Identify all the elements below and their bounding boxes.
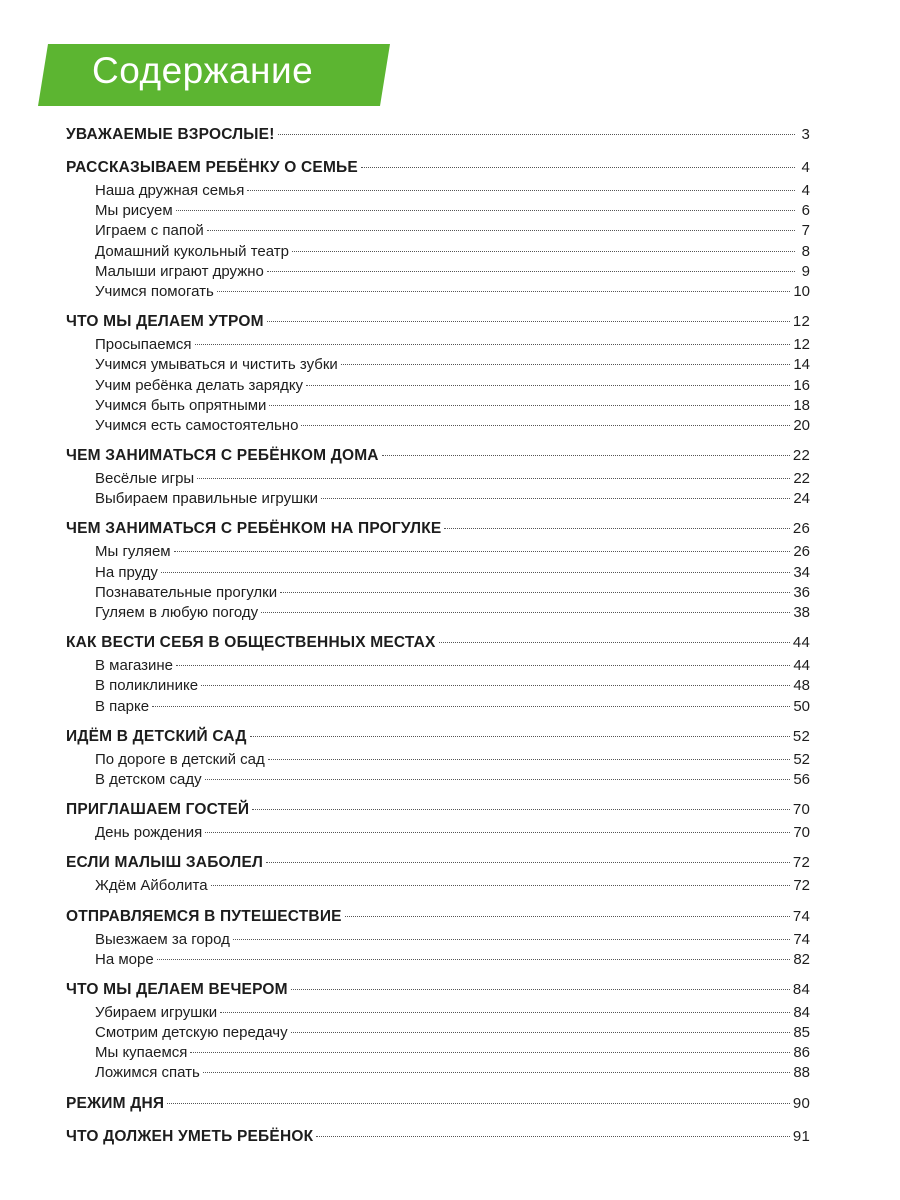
toc-entry-title: Убираем игрушки — [95, 1003, 218, 1021]
page-number: 4 — [801, 182, 810, 199]
page-number: 82 — [793, 950, 810, 968]
toc-section-row[interactable] — [66, 629, 810, 656]
toc-entry-title: В детском саду — [95, 770, 202, 788]
page-number: 70 — [793, 824, 810, 842]
page-number: 52 — [792, 727, 810, 745]
toc-entry-row[interactable] — [66, 396, 810, 416]
toc-entry-title: Учимся быть опрятными — [95, 396, 267, 414]
page-number: 72 — [793, 877, 810, 895]
page-number: 9 — [801, 262, 810, 280]
page-number: 72 — [792, 854, 810, 872]
toc-section — [66, 976, 810, 1084]
page-number: 50 — [793, 697, 810, 715]
page-number: 85 — [793, 1024, 810, 1042]
page-number: 84 — [792, 980, 810, 998]
dot-leader — [261, 612, 790, 613]
toc-section-row[interactable] — [66, 121, 810, 148]
toc-entry-row[interactable] — [66, 416, 810, 436]
toc-section-title: ИДЁМ В ДЕТСКИЙ САД — [66, 727, 247, 745]
dot-leader — [211, 885, 791, 886]
page-number: 44 — [792, 634, 810, 652]
dot-leader — [205, 779, 791, 780]
toc-entry-row[interactable] — [66, 656, 810, 676]
dot-leader — [444, 528, 789, 529]
page-number: 48 — [793, 677, 810, 695]
dot-leader — [316, 1136, 790, 1137]
toc-section-row[interactable] — [66, 723, 810, 750]
dot-leader — [267, 271, 795, 272]
toc-entry-title: Малыши играют дружно — [95, 262, 264, 280]
toc-section-title: КАК ВЕСТИ СЕБЯ В ОБЩЕСТВЕННЫХ МЕСТАХ — [66, 634, 436, 652]
dot-leader — [250, 736, 790, 737]
dot-leader — [321, 498, 790, 499]
toc-section — [66, 515, 810, 623]
dot-leader — [190, 1052, 790, 1053]
toc-entry-title: На море — [95, 950, 154, 968]
dot-leader — [291, 989, 790, 990]
page-number: 74 — [793, 930, 810, 948]
toc-entry-title: Познавательные прогулки — [95, 583, 278, 601]
dot-leader — [176, 665, 790, 666]
toc-section-title: ЕСЛИ МАЛЫШ ЗАБОЛЕЛ — [66, 854, 264, 872]
toc-section-row[interactable] — [66, 308, 810, 335]
toc-section-row[interactable] — [66, 1090, 810, 1117]
toc-section — [66, 796, 810, 843]
dot-leader — [161, 572, 790, 573]
dot-leader — [176, 210, 795, 211]
page-number: 36 — [793, 583, 810, 601]
toc-entry-row[interactable] — [66, 469, 810, 489]
dot-leader — [217, 291, 791, 292]
dot-leader — [207, 230, 795, 231]
toc-entry-title: В магазине — [95, 657, 174, 675]
toc-entry-row[interactable] — [66, 750, 810, 770]
toc-entry-title: Весёлые игры — [95, 470, 195, 488]
toc-entry-row[interactable] — [66, 181, 810, 201]
toc-entry-row[interactable] — [66, 335, 810, 355]
dot-leader — [152, 706, 790, 707]
toc-entry-row[interactable] — [66, 583, 810, 603]
toc-entry-title: Ложимся спать — [95, 1064, 200, 1082]
toc-entry-row[interactable] — [66, 1023, 810, 1043]
page-number: 22 — [793, 470, 810, 488]
toc-entry-title: Учим ребёнка делать зарядку — [95, 376, 304, 394]
toc-entry-title: Наша дружная семья — [95, 182, 245, 199]
page-number: 86 — [793, 1044, 810, 1062]
toc-entry-title: Домашний кукольный театр — [95, 242, 289, 260]
dot-leader — [280, 592, 790, 593]
toc-section-title: ЧЕМ ЗАНИМАТЬСЯ С РЕБЁНКОМ НА ПРОГУЛКЕ — [66, 520, 442, 538]
toc-section — [66, 629, 810, 717]
toc-entry-row[interactable] — [66, 201, 810, 221]
dot-leader — [266, 862, 790, 863]
dot-leader — [341, 364, 791, 365]
toc-entry-row[interactable] — [66, 770, 810, 790]
page-number: 24 — [793, 490, 810, 508]
toc-entry-title: Просыпаемся — [95, 336, 192, 354]
toc-section-row[interactable] — [66, 903, 810, 930]
toc-section — [66, 849, 810, 896]
toc-entry-title: В парке — [95, 697, 150, 715]
toc-entry-row[interactable] — [66, 262, 810, 282]
page-title: Содержание — [92, 50, 314, 91]
page-number: 14 — [793, 356, 810, 374]
toc-section — [66, 154, 810, 302]
toc-section-title: ЧТО МЫ ДЕЛАЕМ УТРОМ — [66, 313, 264, 331]
dot-leader — [382, 455, 790, 456]
page-number: 3 — [801, 126, 810, 143]
toc-section-title: РАССКАЗЫВАЕМ РЕБЁНКУ О СЕМЬЕ — [66, 159, 358, 176]
toc-entry-title: На пруду — [95, 563, 158, 581]
page-number: 20 — [793, 416, 810, 434]
toc-entry-title: Мы рисуем — [95, 202, 173, 220]
dot-leader — [174, 551, 791, 552]
toc-entry-row[interactable] — [66, 355, 810, 375]
toc-entry-title: Гуляем в любую погоду — [95, 604, 259, 621]
toc-entry-title: Выбираем правильные игрушки — [95, 490, 319, 508]
dot-leader — [252, 809, 790, 810]
dot-leader — [278, 134, 795, 135]
dot-leader — [291, 1032, 791, 1033]
page-number: 84 — [793, 1003, 810, 1021]
page-number: 7 — [801, 222, 810, 240]
dot-leader — [269, 405, 790, 406]
toc-section-row[interactable] — [66, 1123, 810, 1150]
page-number: 18 — [793, 396, 810, 414]
toc-entry-row[interactable] — [66, 282, 810, 302]
dot-leader — [247, 190, 795, 191]
toc-entry-title: Ждём Айболита — [95, 877, 208, 895]
toc-entry-title: Мы купаемся — [95, 1044, 188, 1062]
page-number: 70 — [792, 801, 810, 819]
toc-entry-row[interactable] — [66, 676, 810, 696]
toc-entry-title: В поликлинике — [95, 677, 199, 695]
page-number: 38 — [793, 604, 810, 621]
dot-leader — [157, 959, 791, 960]
dot-leader — [292, 251, 795, 252]
toc-entry-row[interactable] — [66, 823, 810, 843]
dot-leader — [345, 916, 790, 917]
toc-section — [66, 308, 810, 436]
toc-section-title: ЧЕМ ЗАНИМАТЬСЯ С РЕБЁНКОМ ДОМА — [66, 447, 379, 465]
toc-entry-row[interactable] — [66, 1043, 810, 1063]
dot-leader — [203, 1072, 790, 1073]
dot-leader — [197, 478, 790, 479]
toc-section-row[interactable] — [66, 154, 810, 181]
page-number: 16 — [793, 376, 810, 394]
toc-entry-row[interactable] — [66, 950, 810, 970]
page-number: 8 — [801, 242, 810, 260]
toc-entry-row[interactable] — [66, 603, 810, 623]
toc-entry-row[interactable] — [66, 1063, 810, 1083]
dot-leader — [233, 939, 790, 940]
page-number: 90 — [792, 1094, 810, 1112]
toc-entry-title: Играем с папой — [95, 222, 204, 240]
toc-section — [66, 121, 810, 148]
toc-entry-row[interactable] — [66, 489, 810, 509]
page-number: 12 — [792, 313, 810, 331]
dot-leader — [268, 759, 791, 760]
toc-section-row[interactable] — [66, 976, 810, 1003]
dot-leader — [306, 385, 790, 386]
page-number: 88 — [793, 1064, 810, 1082]
toc-section-row[interactable] — [66, 796, 810, 823]
toc-entry-row[interactable] — [66, 242, 810, 262]
dot-leader — [361, 167, 795, 168]
toc-section-title: ЧТО МЫ ДЕЛАЕМ ВЕЧЕРОМ — [66, 980, 288, 998]
toc-entry-title: День рождения — [95, 824, 203, 842]
toc-entry-title: Учимся умываться и чистить зубки — [95, 356, 338, 374]
toc-entry-row[interactable] — [66, 376, 810, 396]
toc-entry-row[interactable] — [66, 542, 810, 562]
toc-section — [66, 1090, 810, 1117]
toc-section-title: ЧТО ДОЛЖЕН УМЕТЬ РЕБЁНОК — [66, 1127, 314, 1145]
toc-entry-row[interactable] — [66, 876, 810, 896]
page-number: 26 — [792, 520, 810, 538]
toc-section — [66, 903, 810, 970]
toc-section-row[interactable] — [66, 442, 810, 469]
toc-section-title: ПРИГЛАШАЕМ ГОСТЕЙ — [66, 801, 250, 819]
toc-section — [66, 442, 810, 509]
dot-leader — [220, 1012, 790, 1013]
toc-entry-title: Мы гуляем — [95, 543, 171, 561]
page-number: 22 — [792, 447, 810, 465]
toc-entry-title: Выезжаем за город — [95, 930, 230, 948]
dot-leader — [195, 344, 791, 345]
page-number: 12 — [793, 336, 810, 354]
toc-section-title: УВАЖАЕМЫЕ ВЗРОСЛЫЕ! — [66, 126, 275, 143]
toc-section-title: ОТПРАВЛЯЕМСЯ В ПУТЕШЕСТВИЕ — [66, 907, 342, 925]
toc-section-row[interactable] — [66, 849, 810, 876]
page-number: 44 — [793, 657, 810, 675]
toc-entry-title: Учимся есть самостоятельно — [95, 416, 299, 434]
toc-entry-row[interactable] — [66, 930, 810, 950]
page-number: 74 — [792, 907, 810, 925]
page-number: 52 — [793, 750, 810, 768]
page-number: 91 — [792, 1127, 810, 1145]
page-number: 56 — [793, 770, 810, 788]
dot-leader — [267, 321, 790, 322]
toc-entry-row[interactable] — [66, 1003, 810, 1023]
toc-section-title: РЕЖИМ ДНЯ — [66, 1094, 165, 1112]
toc-entry-title: Учимся помогать — [95, 282, 214, 300]
page-number: 10 — [793, 282, 810, 300]
toc-entry-title: По дороге в детский сад — [95, 750, 265, 768]
page-number: 4 — [801, 159, 810, 176]
toc-section — [66, 723, 810, 790]
toc-entry-title: Смотрим детскую передачу — [95, 1024, 288, 1042]
dot-leader — [205, 832, 790, 833]
toc-entry-row[interactable] — [66, 697, 810, 717]
dot-leader — [167, 1103, 790, 1104]
page-number: 6 — [801, 202, 810, 220]
toc-section — [66, 1123, 810, 1150]
dot-leader — [439, 642, 790, 643]
page-number: 26 — [793, 543, 810, 561]
page-number: 34 — [793, 563, 810, 581]
toc-entry-row[interactable] — [66, 221, 810, 241]
toc-section-row[interactable] — [66, 515, 810, 542]
dot-leader — [301, 425, 790, 426]
table-of-contents — [66, 121, 810, 1156]
dot-leader — [201, 685, 790, 686]
toc-entry-row[interactable] — [66, 563, 810, 583]
